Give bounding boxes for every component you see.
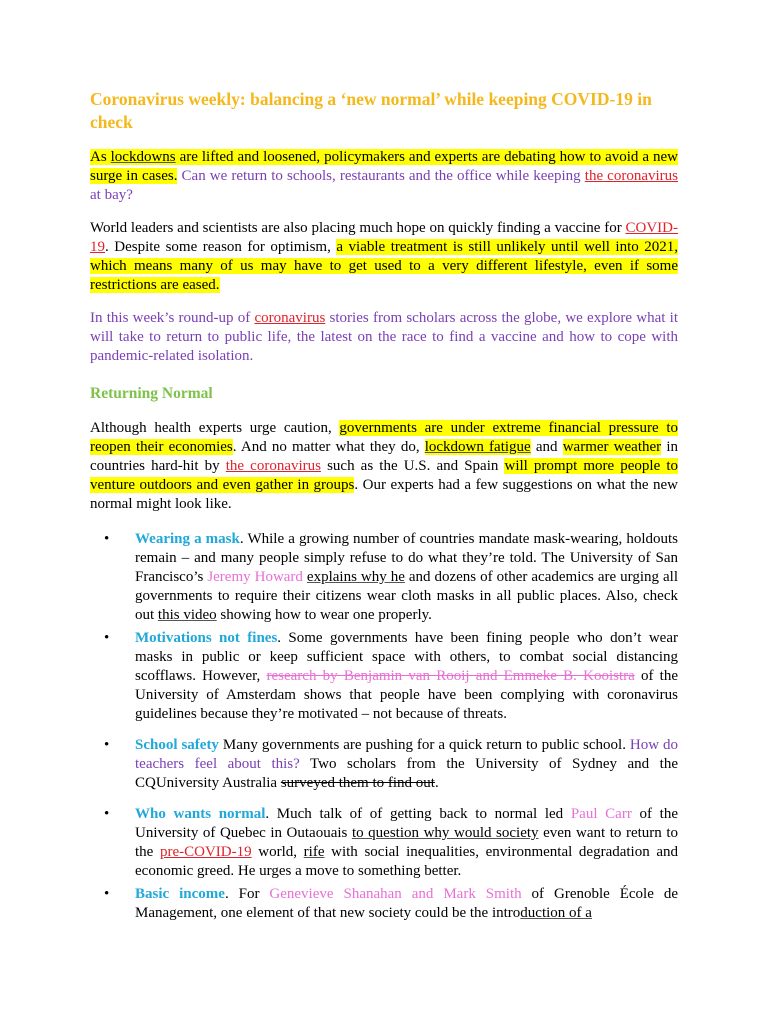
roundup-paragraph bbox=[90, 309, 678, 366]
text: showing how to wear one properly. bbox=[216, 607, 432, 623]
author-link[interactable]: Genevieve Shanahan and Mark Smith bbox=[269, 886, 522, 902]
highlight: are lifted and loosened, policymakers and experts are debating how to avoid a new surge in cases bbox=[90, 149, 678, 184]
text: Two scholars from the University of Sydney and the CQUniversity Australia bbox=[135, 756, 678, 791]
purple-text: Can we return to schools, restaurants and the office while keeping bbox=[177, 168, 585, 184]
list-item bbox=[90, 805, 678, 881]
highlight: a viable treatment is still unlikely until well into 2021, which means many of us may have to get used to a very different lifestyle, even if some restrictions are eased. bbox=[90, 239, 679, 293]
bullet-heading: Motivations not fines bbox=[135, 630, 278, 646]
highlight: warmer weather bbox=[562, 439, 662, 455]
highlight: will prompt more people to venture outdoors and even gather in groups bbox=[90, 458, 678, 493]
text: . And no matter what they do, bbox=[232, 439, 425, 455]
lockdown-fatigue-link[interactable]: lockdown fatigue bbox=[424, 439, 531, 455]
bullet-icon: • bbox=[104, 630, 110, 646]
survey-link[interactable]: surveyed them to find out bbox=[280, 775, 435, 791]
covid19-link[interactable]: COVID-19 bbox=[90, 220, 678, 255]
rife-link[interactable]: rife bbox=[303, 844, 325, 860]
introduction-link[interactable]: duction of a bbox=[520, 905, 592, 921]
bullet-heading: Wearing a mask bbox=[135, 531, 240, 547]
text: of the University of Amsterdam shows that people have been complying with coronavirus guidelines because they’re motivated – not because of threats. bbox=[135, 668, 679, 722]
text: World leaders and scientists are also placing much hope on quickly finding a vaccine for bbox=[90, 220, 626, 236]
bullet-icon: • bbox=[104, 737, 110, 753]
author-link[interactable]: Jeremy Howard bbox=[207, 569, 303, 585]
text: Although health experts urge caution, bbox=[90, 420, 340, 436]
list-item bbox=[90, 629, 678, 724]
coronavirus-link[interactable]: the coronavirus bbox=[225, 458, 321, 474]
text: in countries hard-hit by bbox=[90, 439, 678, 474]
highlight: As bbox=[90, 149, 111, 165]
text: . Despite some reason for optimism, bbox=[105, 239, 337, 255]
article-title: Coronavirus weekly: balancing a ‘new normal’ while keeping COVID-19 in check bbox=[90, 89, 652, 132]
text: and bbox=[530, 439, 563, 455]
text: . Our experts had a few suggestions on what the new normal might look like. bbox=[90, 477, 678, 512]
text: stories from scholars across the globe, we explore what it will take to return to public life, the latest on the race to find a vaccine and how to cope with pandemic-related isolation. bbox=[90, 310, 678, 364]
vaccine-paragraph bbox=[90, 219, 678, 295]
purple-text: at bay? bbox=[90, 187, 133, 203]
text: with social inequalities, environmental degradation and economic greed. He urges a move to something better. bbox=[135, 844, 679, 879]
bullet-heading: Basic income bbox=[135, 886, 225, 902]
coronavirus-link[interactable]: the coronavirus bbox=[584, 168, 678, 184]
coronavirus-link[interactable]: coronavirus bbox=[254, 310, 326, 326]
text: even want to return to the bbox=[135, 825, 678, 860]
list-item bbox=[90, 530, 678, 625]
text: of the University of Quebec in Outaouais bbox=[135, 806, 679, 841]
research-link[interactable]: research by Benjamin van Rooij and Emmeke B. Kooistra bbox=[266, 668, 635, 684]
text: Many governments are pushing for a quick return to public school. bbox=[218, 737, 630, 753]
list-item bbox=[90, 736, 678, 793]
explains-link[interactable]: explains why he bbox=[306, 569, 405, 585]
bullet-list bbox=[90, 530, 678, 923]
text: and dozens of other academics are urging all governments to require their citizens wear cloth masks in all public places. Also, check out bbox=[135, 569, 679, 623]
highlight: . bbox=[173, 168, 178, 184]
text: . While a growing number of countries mandate mask-wearing, holdouts remain – and many people simply refuse to do what they’re told. The University of San Francisco’s bbox=[135, 531, 678, 585]
bullet-heading: School safety bbox=[135, 737, 219, 753]
question-link[interactable]: to question why would society bbox=[351, 825, 539, 841]
section-heading: Returning Normal bbox=[90, 385, 213, 402]
intro-paragraph bbox=[90, 148, 678, 205]
text: world, bbox=[251, 844, 304, 860]
document-page bbox=[90, 88, 678, 923]
author-link[interactable]: Paul Carr bbox=[570, 806, 632, 822]
bullet-icon: • bbox=[104, 806, 110, 822]
bullet-icon: • bbox=[104, 886, 110, 902]
text: In this week’s round-up of bbox=[90, 310, 255, 326]
bullet-icon: • bbox=[104, 531, 110, 547]
highlight: governments are under extreme financial pressure to reopen their economies bbox=[90, 420, 678, 455]
returning-paragraph bbox=[90, 419, 678, 514]
text: . Some governments have been fining people who don’t wear masks in public or keep sufficient space with others, to combat social distancing scofflaws. However, bbox=[135, 630, 678, 684]
text: . Much talk of of getting back to normal led bbox=[265, 806, 571, 822]
video-link[interactable]: this video bbox=[157, 607, 217, 623]
text: of Grenoble École de Management, one element of that new society could be the intro bbox=[135, 886, 678, 921]
pre-covid-link[interactable]: pre-COVID-19 bbox=[159, 844, 252, 860]
text: such as the U.S. and Spain bbox=[321, 458, 505, 474]
lockdowns-link[interactable]: lockdowns bbox=[110, 149, 176, 165]
text: . bbox=[434, 775, 439, 791]
bullet-heading: Who wants normal bbox=[135, 806, 266, 822]
list-item bbox=[90, 885, 678, 923]
text: . For bbox=[224, 886, 270, 902]
teachers-link[interactable]: How do teachers feel about this? bbox=[135, 737, 678, 772]
